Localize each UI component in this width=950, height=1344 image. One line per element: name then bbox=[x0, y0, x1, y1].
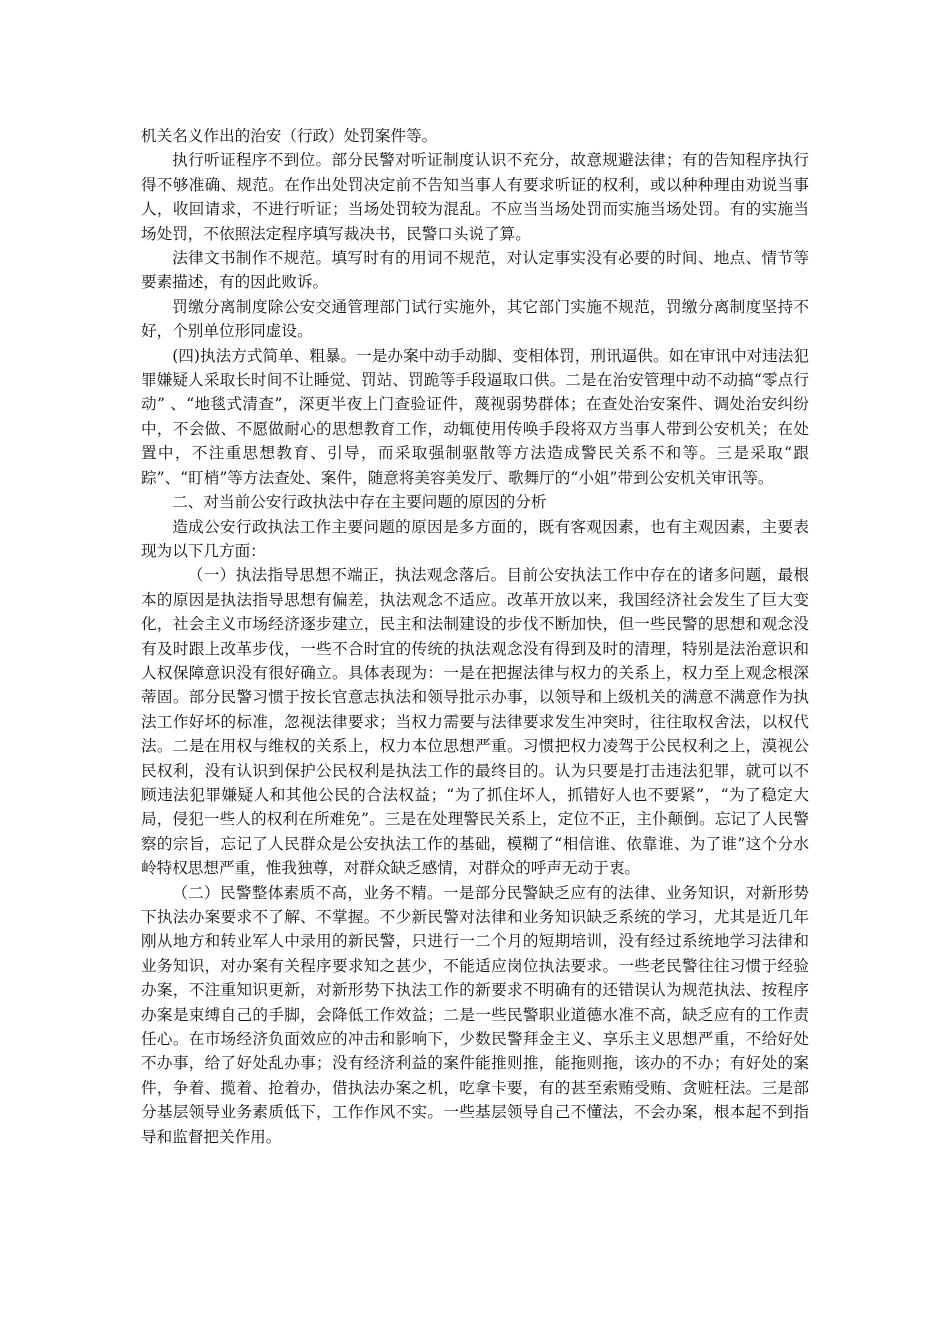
paragraph-police-quality: （二）民警整体素质不高，业务不精。一是部分民警缺乏应有的法律、业务知识，对新形势下执法办案要求不了解、不掌握。不少新民警对法律和业务知识缺乏系统的学习，尤其是近几年刚从地方和转业军人中录用的新民警，只进行一二个月的短期培训，没有经过系统地学习法律和业务知识，对办案有关程序要求知之甚少，不能适应岗位执法要求。一些老民警往往习惯于经验办案，不注重知识更新，对新形势下执法工作的新要求不明确有的还错误认为规范执法、按程序办案是束缚自己的手脚，会降低工作效益；二是一些民警职业道德水准不高，缺乏应有的工作责任心。在市场经济负面效应的冲击和影响下，少数民警拜金主义、享乐主义思想严重，不给好处不办事，给了好处乱办事；没有经济利益的案件能推则推，能拖则拖，该办的不办；有好处的案件，争着、揽着、抢着办，借执法办案之机，吃拿卡要，有的甚至索贿受贿、贪赃枉法。三是部分基层领导业务素质低下，工作作风不实。一些基层领导自己不懂法，不会办案，根本起不到指导和监督把关作用。 bbox=[141, 883, 809, 1146]
document-page bbox=[141, 124, 809, 1149]
paragraph-cause-intro: 造成公安行政执法工作主要问题的原因是多方面的，既有客观因素，也有主观因素，主要表现为以下几方面： bbox=[141, 517, 809, 560]
paragraph-enforcement-methods: (四)执法方式简单、粗暴。一是办案中动手动脚、变相体罚，刑讯逼供。如在审讯中对违法犯罪嫌疑人采取长时间不让睡觉、罚站、罚跪等手段逼取口供。二是在治安管理中动不动搞“零点行动” 、“地毯式清查”，深更半夜上门查验证件，蔑视弱势群体；在查处治安案件、调处治安纠纷中，不会做、不愿做耐心的思想教育工作，动辄使用传唤手段将双方当事人带到公安机关；在处置中，不注重思想教育、引导，而采取强制驱散等方法造成警民关系不和等。三是采取“跟踪”、“盯梢”等方法查处、案件，随意将美容美发厅、歌舞厅的“小姐”带到公安机关审讯等。 bbox=[141, 346, 809, 487]
section-heading-cause-analysis: 二、对当前公安行政执法中存在主要问题的原因的分析 bbox=[172, 493, 547, 512]
paragraph-hearing-procedure: 执行听证程序不到位。部分民警对听证制度认识不充分，故意规避法律；有的告知程序执行得不够准确、规范。在作出处罚决定前不告知当事人有要求听证的权利，或以种种理由劝说当事人，收回请求，不进行听证；当场处罚较为混乱。不应当当场处罚而实施当场处罚。有的实施当场处罚，不依照法定程序填写裁决书，民警口头说了算。 bbox=[141, 151, 809, 243]
paragraph-continuation: 机关名义作出的治安（行政）处罚案件等。 bbox=[141, 127, 438, 145]
paragraph-legal-documents: 法律文书制作不规范。填写时有的用词不规范，对认定事实没有必要的时间、地点、情节等要素描述，有的因此败诉。 bbox=[141, 249, 809, 292]
paragraph-guiding-thought: （一）执法指导思想不端正，执法观念落后。目前公安执法工作中存在的诸多问题，最根本的原因是执法指导思想有偏差，执法观念不适应。改革开放以来，我国经济社会发生了巨大变化，社会主义市场经济逐步建立，民主和法制建设的步伐不断加快，但一些民警的思想和观念没有及时跟上改革步伐，一些不合时宜的传统的执法观念没有得到及时的清理，特别是法治意识和人权保障意识没有很好确立。具体表现为：一是在把握法律与权力的关系上，权力至上观念根深蒂固。部分民警习惯于按长官意志执法和领导批示办事，以领导和上级机关的满意不满意作为执法工作好坏的标准，忽视法律要求；当权力需要与法律要求发生冲突时，往往取权舍法，以权代法。二是在用权与维权的关系上，权力本位思想严重。习惯把权力凌驾于公民权利之上，漠视公民权利，没有认识到保护公民权利是执法工作的最终目的。认为只要是打击违法犯罪，就可以不顾违法犯罪嫌疑人和其他公民的合法权益；“为了抓住坏人，抓错好人也不要紧”，“为了稳定大局，侵犯一些人的权利在所难免”。三是在处理警民关系上，定位不正，主仆颠倒。忘记了人民警察的宗旨，忘记了人民群众是公安执法工作的基础，模糊了“相信谁、依靠谁、为了谁”这个分水岭特权思想严重，惟我独尊，对群众缺乏感情，对群众的呼声无动于衷。 bbox=[141, 566, 809, 878]
paragraph-fine-separation: 罚缴分离制度除公安交通管理部门试行实施外，其它部门实施不规范，罚缴分离制度坚持不好，个别单位形同虚设。 bbox=[141, 297, 809, 341]
